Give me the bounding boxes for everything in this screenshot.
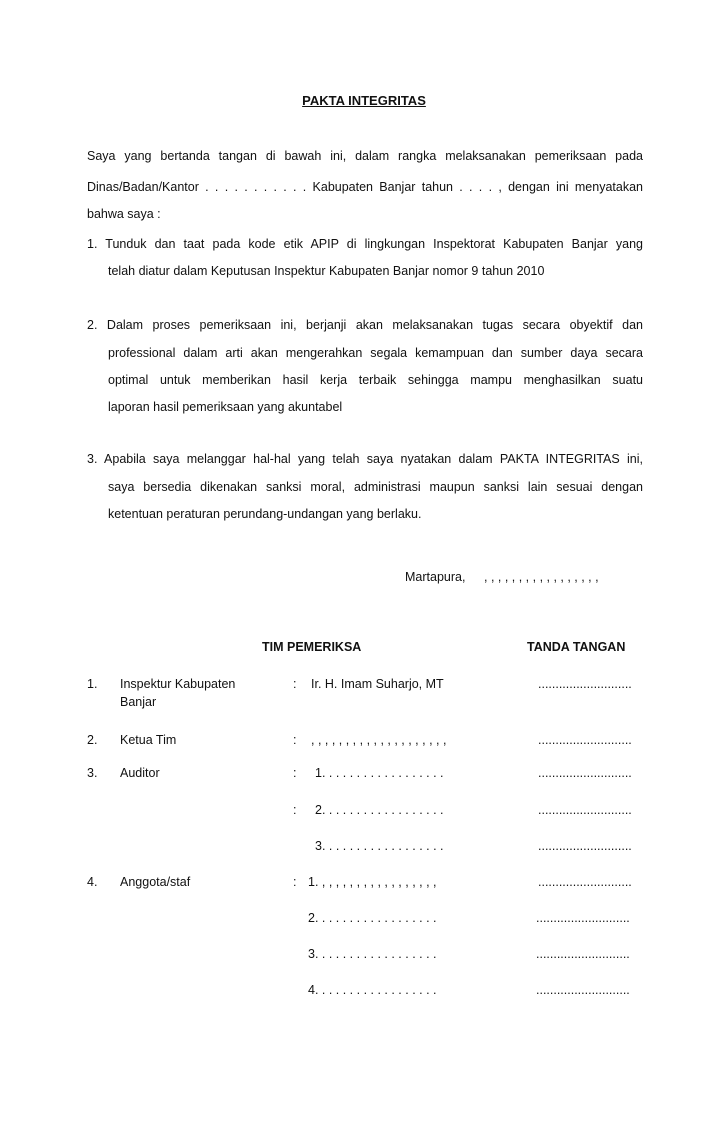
row-colon: :: [293, 803, 297, 817]
point-1-line-1: 1. Tunduk dan taat pada kode etik APIP di lingkungan Inspektorat Kabupaten Banjar yang: [87, 237, 643, 251]
point-3-line-2: saya bersedia dikenakan sanksi moral, administrasi maupun sanksi lain sesuai dengan: [108, 480, 643, 494]
row-name: 4. . . . . . . . . . . . . . . . . .: [308, 983, 437, 997]
point-2-line-2: professional dalam arti akan mengerahkan segala kemampuan dan sumber daya secara: [108, 346, 643, 360]
row-colon: :: [293, 766, 297, 780]
row-colon: :: [293, 875, 297, 889]
signature-line: ...........................: [536, 947, 630, 961]
point-1-line-2: telah diatur dalam Keputusan Inspektur Kabupaten Banjar nomor 9 tahun 2010: [108, 264, 545, 278]
row-name: 1. , , , , , , , , , , , , , , , , ,: [308, 875, 437, 889]
point-3-line-1: 3. Apabila saya melanggar hal-hal yang telah saya nyatakan dalam PAKTA INTEGRITAS ini,: [87, 452, 643, 466]
row-number: 2.: [87, 733, 98, 747]
intro-line-3: bahwa saya :: [87, 207, 161, 221]
row-role: Anggota/staf: [120, 875, 191, 889]
row-role: Inspektur Kabupaten: [120, 677, 236, 691]
row-number: 3.: [87, 766, 98, 780]
signature-line: ...........................: [538, 733, 632, 747]
row-colon: :: [293, 733, 297, 747]
point-3-line-3: ketentuan peraturan perundang-undangan yang berlaku.: [108, 507, 422, 521]
date-placeholder: , , , , , , , , , , , , , , , , ,: [484, 570, 599, 584]
row-name: 2. . . . . . . . . . . . . . . . . .: [308, 911, 437, 925]
point-2-line-4: laporan hasil pemeriksaan yang akuntabel: [108, 400, 343, 414]
signature-line: ...........................: [538, 875, 632, 889]
row-number: 4.: [87, 875, 98, 889]
row-number: 1.: [87, 677, 98, 691]
row-role-continued: Banjar: [120, 695, 157, 709]
point-2-line-3: optimal untuk memberikan hasil kerja terbaik sehingga mampu menghasilkan suatu: [108, 373, 643, 387]
row-name: 1. . . . . . . . . . . . . . . . . .: [315, 766, 444, 780]
signature-line: ...........................: [536, 911, 630, 925]
row-name: , , , , , , , , , , , , , , , , , , , ,: [311, 733, 447, 747]
header-team: TIM PEMERIKSA: [262, 640, 362, 654]
signature-line: ...........................: [538, 677, 632, 691]
signature-line: ...........................: [536, 983, 630, 997]
signature-line: ...........................: [538, 839, 632, 853]
point-2-line-1: 2. Dalam proses pemeriksaan ini, berjanji akan melaksanakan tugas secara obyektif dan: [87, 318, 643, 332]
row-name: 3. . . . . . . . . . . . . . . . . .: [315, 839, 444, 853]
intro-line-2: Dinas/Badan/Kantor . . . . . . . . . . . Kabupaten Banjar tahun . . . . , dengan ini menyatakan: [87, 180, 643, 194]
row-colon: :: [293, 677, 297, 691]
document-title: PAKTA INTEGRITAS: [302, 93, 426, 108]
signature-line: ...........................: [538, 766, 632, 780]
row-name: 2. . . . . . . . . . . . . . . . . .: [315, 803, 444, 817]
signature-line: ...........................: [538, 803, 632, 817]
intro-line-1: Saya yang bertanda tangan di bawah ini, dalam rangka melaksanakan pemeriksaan pada: [87, 149, 643, 163]
row-role: Ketua Tim: [120, 733, 177, 747]
row-name: 3. . . . . . . . . . . . . . . . . .: [308, 947, 437, 961]
row-name: Ir. H. Imam Suharjo, MT: [311, 677, 444, 691]
row-role: Auditor: [120, 766, 160, 780]
header-signature: TANDA TANGAN: [527, 640, 626, 654]
place-label: Martapura,: [405, 570, 466, 584]
